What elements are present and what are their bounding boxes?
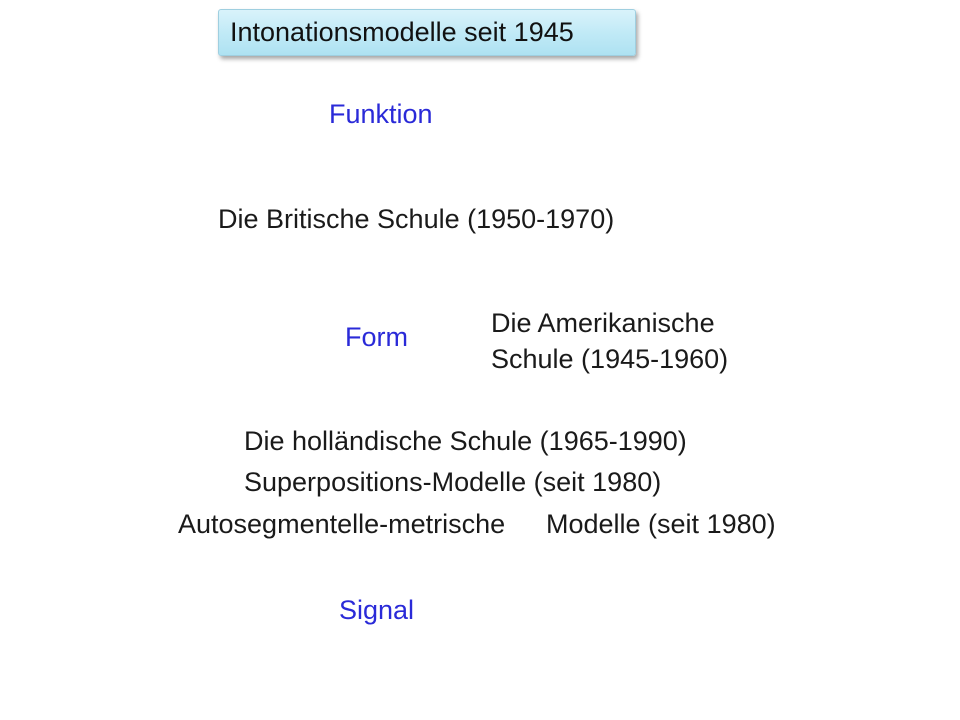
level-label-funktion: Funktion: [329, 99, 433, 129]
superposition-models-label: Superpositions-Modelle (seit 1980): [244, 467, 662, 497]
level-label-signal: Signal: [339, 595, 415, 625]
autosegmental-models-label-part1: Autosegmentelle-metrische: [178, 509, 506, 539]
british-school-label: Die Britische Schule (1950-1970): [218, 204, 615, 234]
autosegmental-models-label-part2: Modelle (seit 1980): [546, 509, 776, 539]
slide-title-text: Intonationsmodelle seit 1945: [230, 17, 574, 47]
level-label-form: Form: [345, 322, 408, 352]
american-school-label-line1: Die Amerikanische: [491, 308, 715, 338]
slide-title: [218, 9, 636, 56]
dutch-school-label: Die holländische Schule (1965-1990): [244, 426, 687, 456]
american-school-label-line2: Schule (1945-1960): [491, 344, 729, 374]
